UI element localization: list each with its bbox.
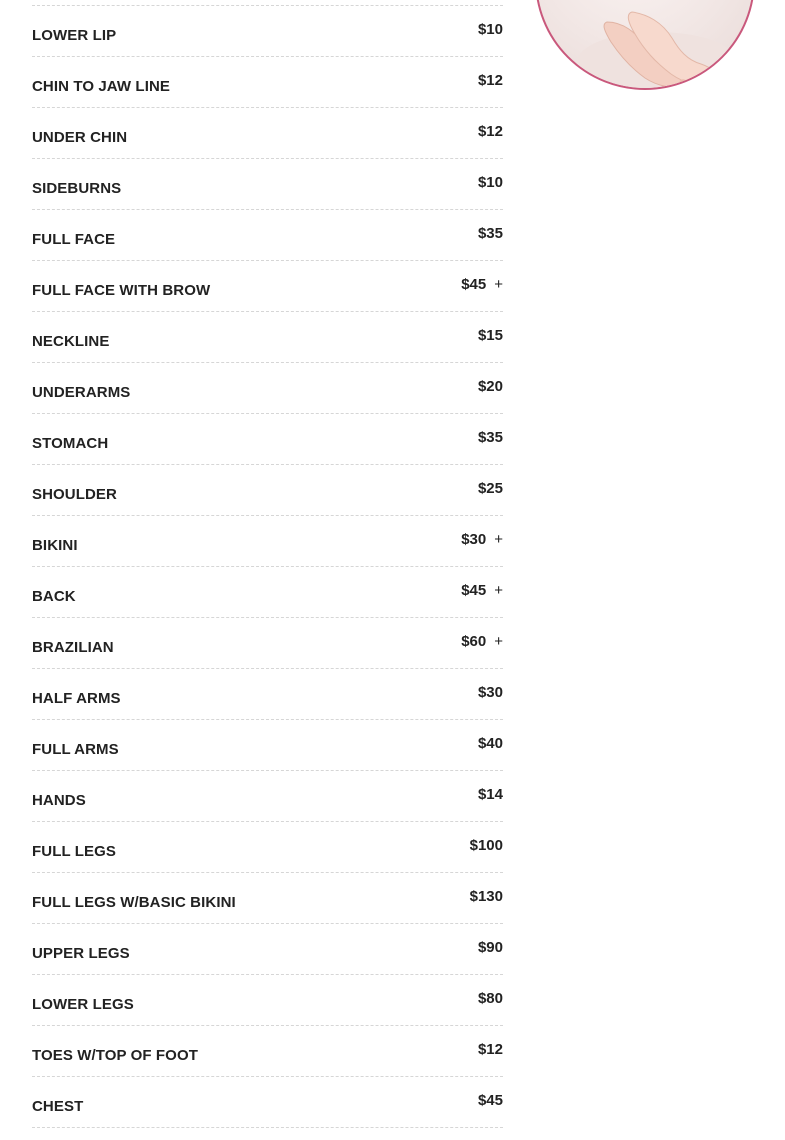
service-price	[470, 888, 503, 905]
service-name: BRAZILIAN	[32, 639, 114, 656]
price-row	[32, 1077, 503, 1128]
service-name: UPPER LEGS	[32, 945, 130, 962]
price-amount: $20	[477, 378, 503, 395]
price-row	[32, 57, 503, 108]
price-row	[32, 720, 503, 771]
service-price	[478, 939, 503, 956]
price-amount: $45	[461, 276, 487, 293]
price-amount: $30	[461, 531, 487, 548]
price-amount: $30	[477, 684, 503, 701]
price-row	[32, 771, 503, 822]
service-name: HALF ARMS	[32, 690, 121, 707]
price-amount: $80	[477, 990, 503, 1007]
price-amount: $15	[477, 327, 503, 344]
service-price	[478, 990, 503, 1007]
service-name: UNDERARMS	[32, 384, 131, 401]
service-price	[461, 582, 503, 599]
price-plus-marker: +	[494, 531, 503, 548]
price-row	[32, 1026, 503, 1077]
price-amount: $25	[477, 480, 503, 497]
service-price	[478, 72, 503, 89]
price-row	[32, 261, 503, 312]
price-row	[32, 975, 503, 1026]
price-amount: $12	[477, 72, 503, 89]
service-price	[478, 429, 503, 446]
service-price	[478, 786, 503, 803]
service-price	[478, 1092, 503, 1109]
price-row	[32, 414, 503, 465]
service-price	[478, 21, 503, 38]
price-row	[32, 210, 503, 261]
price-amount: $10	[477, 174, 503, 191]
service-name: FULL LEGS	[32, 843, 116, 860]
price-amount: $40	[477, 735, 503, 752]
service-name: STOMACH	[32, 435, 109, 452]
price-row	[32, 567, 503, 618]
price-list	[32, 5, 503, 1128]
price-amount: $12	[477, 123, 503, 140]
feet-illustration	[537, 0, 753, 88]
service-price	[478, 1041, 503, 1058]
service-name: FULL LEGS W/BASIC BIKINI	[32, 894, 236, 911]
service-price	[470, 837, 503, 854]
service-price	[461, 633, 503, 650]
price-row	[32, 108, 503, 159]
service-name: UNDER CHIN	[32, 129, 128, 146]
price-plus-marker: +	[494, 582, 503, 599]
price-amount: $130	[469, 888, 503, 905]
service-price	[461, 276, 503, 293]
service-price	[478, 327, 503, 344]
service-name: NECKLINE	[32, 333, 110, 350]
service-name: CHEST	[32, 1098, 84, 1115]
service-name: FULL FACE WITH BROW	[32, 282, 211, 299]
service-price	[478, 225, 503, 242]
price-plus-marker: +	[494, 633, 503, 650]
service-name: BIKINI	[32, 537, 78, 554]
price-row	[32, 924, 503, 975]
service-price	[478, 378, 503, 395]
service-name: CHIN TO JAW LINE	[32, 78, 170, 95]
price-row	[32, 873, 503, 924]
price-amount: $35	[477, 225, 503, 242]
service-price	[478, 480, 503, 497]
price-amount: $45	[461, 582, 487, 599]
price-row	[32, 312, 503, 363]
price-amount: $45	[477, 1092, 503, 1109]
price-amount: $14	[477, 786, 503, 803]
price-row	[32, 516, 503, 567]
price-amount: $90	[477, 939, 503, 956]
service-name: BACK	[32, 588, 76, 605]
price-amount: $10	[477, 21, 503, 38]
service-price	[478, 123, 503, 140]
price-row	[32, 159, 503, 210]
service-name: SIDEBURNS	[32, 180, 122, 197]
price-row	[32, 6, 503, 57]
price-row	[32, 669, 503, 720]
service-name: LOWER LIP	[32, 27, 117, 44]
service-name: FULL ARMS	[32, 741, 119, 758]
feet-photo	[535, 0, 755, 90]
service-name: SHOULDER	[32, 486, 117, 503]
price-amount: $60	[461, 633, 487, 650]
price-plus-marker: +	[494, 276, 503, 293]
price-row	[32, 618, 503, 669]
price-amount: $100	[469, 837, 503, 854]
price-row	[32, 465, 503, 516]
price-row	[32, 822, 503, 873]
service-name: TOES W/TOP OF FOOT	[32, 1047, 198, 1064]
service-name: FULL FACE	[32, 231, 116, 248]
service-price	[478, 684, 503, 701]
service-price	[478, 735, 503, 752]
service-price	[461, 531, 503, 548]
price-row	[32, 363, 503, 414]
service-name: LOWER LEGS	[32, 996, 134, 1013]
price-amount: $35	[477, 429, 503, 446]
service-price	[478, 174, 503, 191]
service-name: HANDS	[32, 792, 86, 809]
price-amount: $12	[477, 1041, 503, 1058]
